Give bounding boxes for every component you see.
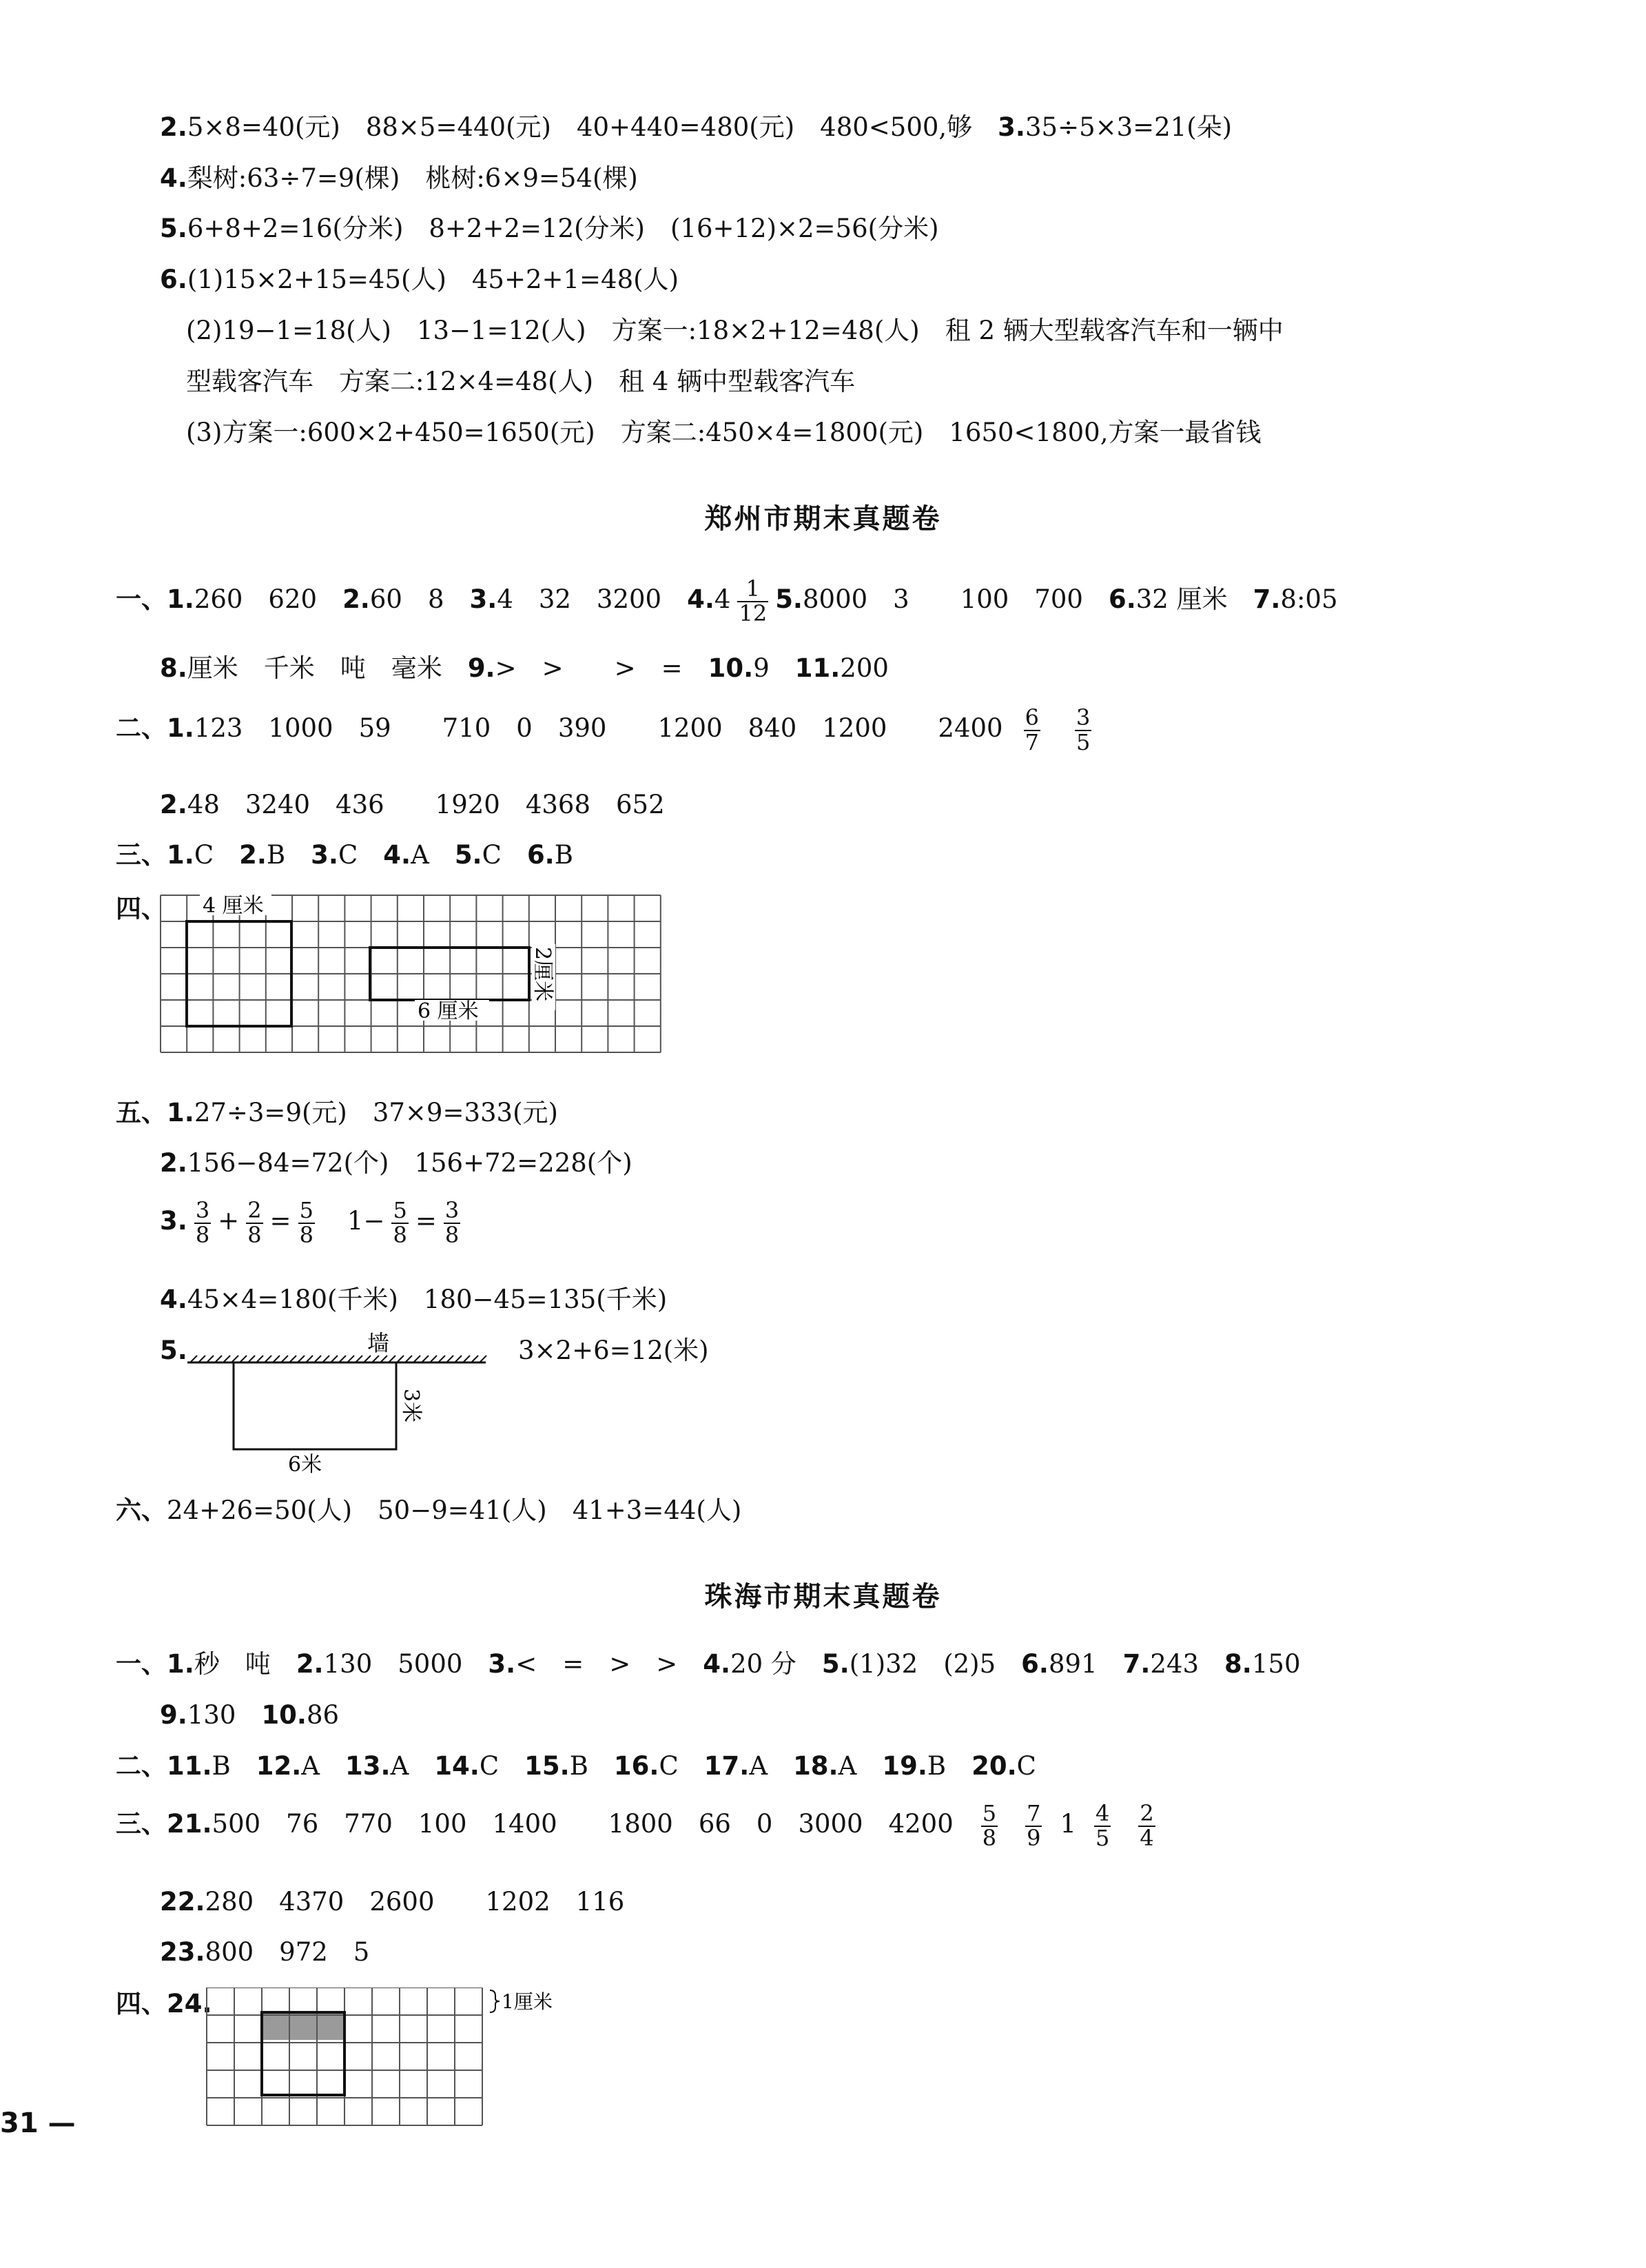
fraction: $\frac{4}{5}$	[1095, 1800, 1110, 1851]
answer-line: 9.130 10.86	[160, 1700, 340, 1730]
fraction: $\frac{5}{8}$	[982, 1800, 997, 1851]
fraction: $\frac{2}{8}$	[247, 1197, 262, 1248]
answer-line: 三、1.C 2.B 3.C 4.A 5.C 6.B	[116, 840, 573, 870]
fence-height-label: 3米	[399, 1389, 423, 1423]
unit-label: 1厘米	[502, 1990, 553, 2013]
answer-line: 3×2+6=12(米)	[518, 1336, 709, 1365]
answer-line: 6.(1)15×2+15=45(人) 45+2+1=48(人)	[160, 265, 679, 294]
fraction: $\frac{5}{8}$	[393, 1197, 407, 1248]
answer-line: 二、11.B 12.A 13.A 14.C 15.B 16.C 17.A 18.A 19.B 20.C	[116, 1751, 1036, 1781]
page-number: 31 —	[0, 2107, 76, 2139]
answer-line: 22.280 4370 2600 1202 116	[160, 1887, 625, 1917]
fraction: $\frac{3}{8}$	[195, 1197, 210, 1248]
section-title: 珠海市期末真题卷	[704, 1581, 942, 1613]
answer-line: 六、24+26=50(人) 50−9=41(人) 41+3=44(人)	[116, 1495, 742, 1525]
answer-line: 一、1.秒 吨 2.130 5000 3.< = > > 4.20 分 5.(1)32 (2)5 6.891 7.243 8.150	[116, 1649, 1301, 1679]
answer-line: 2.156−84=72(个) 156+72=228(个)	[160, 1148, 632, 1178]
answer-line: 三、21.500 76 770 100 1400 1800 66 0 3000 4200 $\frac{5}{8}$ $\frac{7}{9}$ 1 $\frac{4}{5}$ $\frac{2}{4}$	[116, 1800, 1154, 1851]
fraction: $\frac{3}{5}$	[1076, 704, 1091, 755]
answer-line: 二、1.123 1000 59 710 0 390 1200 840 1200 2400 $\frac{6}{7}$ $\frac{3}{5}$	[116, 704, 1091, 755]
wall-label: 墙	[367, 1330, 390, 1356]
answer-line: (2)19−1=18(人) 13−1=12(人) 方案一:18×2+12=48(人) 租 2 辆大型载客汽车和一辆中	[186, 316, 1284, 345]
fraction: $\frac{2}{4}$	[1140, 1800, 1154, 1851]
answer-line: 5.	[160, 1336, 187, 1365]
grid-figure	[158, 892, 696, 1078]
section-label: 四、	[116, 894, 167, 923]
section-label: 四、24.	[116, 1989, 212, 2019]
square-label: 4 厘米	[203, 894, 264, 918]
fraction: $\frac{1}{12}$	[739, 575, 768, 626]
grid-figure	[204, 1988, 590, 2132]
fraction: $\frac{7}{9}$	[1027, 1800, 1041, 1851]
answer-line: 4.梨树:63÷7=9(棵) 桃树:6×9=54(棵)	[160, 163, 638, 193]
answer-line: 2.48 3240 436 1920 4368 652	[160, 790, 665, 819]
section-title: 郑州市期末真题卷	[704, 503, 942, 535]
wall-fence-figure	[186, 1330, 510, 1475]
fence-width-label: 6米	[288, 1453, 322, 1475]
answer-line: 4.45×4=180(千米) 180−45=135(千米)	[160, 1285, 668, 1314]
fraction: $\frac{5}{8}$	[299, 1197, 313, 1248]
answer-line: 五、1.27÷3=9(元) 37×9=333(元)	[116, 1098, 558, 1127]
answer-line: 5.6+8+2=16(分米) 8+2+2=12(分米) (16+12)×2=56(分米)	[160, 214, 939, 243]
answer-line: 3. $\frac{3}{8}$ + $\frac{2}{8}$ = $\frac{5}{8}$ 1− $\frac{5}{8}$ = $\frac{3}{8}$	[160, 1197, 460, 1248]
fence-shape	[234, 1362, 396, 1449]
answer-line: 23.800 972 5	[160, 1937, 370, 1967]
fraction: $\frac{6}{7}$	[1025, 704, 1039, 755]
rect-width-label: 6 厘米	[418, 999, 479, 1023]
answer-line: 一、1.260 620 2.60 8 3.4 32 3200 4.4 $\frac{1}{12}$ 5.8000 3 100 700 6.32 厘米 7.8:05	[116, 575, 1338, 626]
rect-height-label: 2厘米	[531, 947, 555, 1002]
answer-line: 8.厘米 千米 吨 毫米 9.> > > = 10.9 11.200	[160, 653, 889, 683]
fraction: $\frac{3}{8}$	[444, 1197, 460, 1248]
answer-line: (3)方案一:600×2+450=1650(元) 方案二:450×4=1800(元) 1650<1800,方案一最省钱	[186, 418, 1262, 447]
answer-line: 2.5×8=40(元) 88×5=440(元) 40+440=480(元) 480<500,够 3.35÷5×3=21(朵)	[160, 112, 1233, 142]
answer-line: 型载客汽车 方案二:12×4=48(人) 租 4 辆中型载客汽车	[186, 367, 856, 396]
